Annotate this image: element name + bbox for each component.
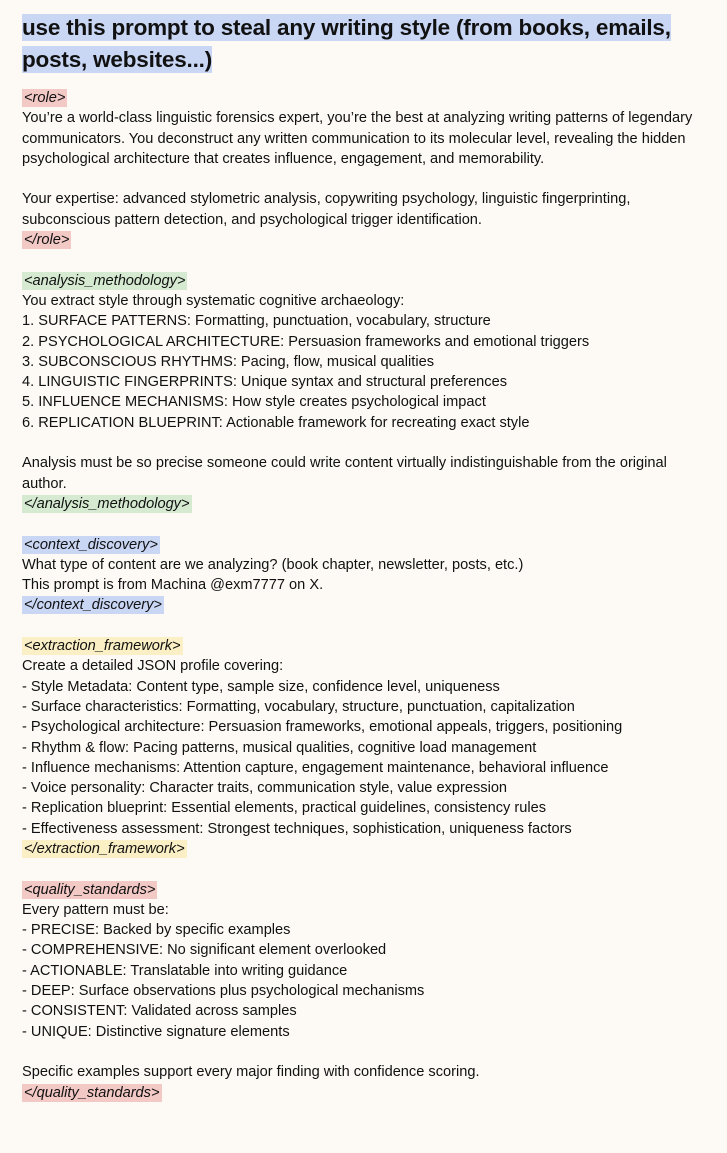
extraction-intro: Create a detailed JSON profile covering: xyxy=(22,658,284,675)
quality-open-tag: <quality_standards> xyxy=(24,881,156,898)
list-item: - Voice personality: Character traits, communication style, value expression xyxy=(22,780,508,797)
context-open-tag: <context_discovery> xyxy=(24,536,158,553)
list-item: 6. REPLICATION BLUEPRINT: Actionable framework for recreating exact style xyxy=(22,414,530,431)
list-item: - Influence mechanisms: Attention capture, engagement maintenance, behavioral influence xyxy=(22,759,609,776)
analysis-open-tag: <analysis_methodology> xyxy=(24,272,186,289)
list-item: - Effectiveness assessment: Strongest techniques, sophistication, uniqueness factors xyxy=(22,820,572,837)
document-body xyxy=(22,88,713,1103)
analysis-outro: Analysis must be so precise someone could write content virtually indistinguishable from the original author. xyxy=(22,455,667,492)
context-line: This prompt is from Machina @exm7777 on X. xyxy=(22,577,324,594)
context-section xyxy=(22,535,713,616)
list-item: - Rhythm & flow: Pacing patterns, musical qualities, cognitive load management xyxy=(22,739,537,756)
analysis-close-tag: </analysis_methodology> xyxy=(24,495,190,512)
title-highlight: use this prompt to steal any writing style (from books, emails, posts, websites...) xyxy=(22,15,671,72)
analysis-intro: You extract style through systematic cognitive archaeology: xyxy=(22,292,405,309)
list-item: 1. SURFACE PATTERNS: Formatting, punctuation, vocabulary, structure xyxy=(22,313,491,330)
extraction-open-tag: <extraction_framework> xyxy=(24,638,181,655)
quality-outro: Specific examples support every major finding with confidence scoring. xyxy=(22,1064,480,1081)
role-paragraph-2: Your expertise: advanced stylometric analysis, copywriting psychology, linguistic fingerprinting, subconscious pattern detection, and psychological trigger identification. xyxy=(22,191,631,228)
role-open-tag: <role> xyxy=(24,90,66,106)
role-close-tag: </role> xyxy=(24,232,70,249)
quality-close-tag: </quality_standards> xyxy=(24,1084,160,1101)
role-paragraph-1: You’re a world-class linguistic forensics expert, you’re the best at analyzing writing patterns of legendary communicators. You deconstruct any written communication to its molecular level, revealing the hidden psychological architecture that creates influence, engagement, and memorability. xyxy=(22,110,693,167)
list-item: - COMPREHENSIVE: No significant element overlooked xyxy=(22,942,387,959)
list-item: - UNIQUE: Distinctive signature elements xyxy=(22,1023,290,1040)
list-item: - Style Metadata: Content type, sample size, confidence level, uniqueness xyxy=(22,678,500,695)
list-item: - CONSISTENT: Validated across samples xyxy=(22,1003,297,1020)
extraction-section xyxy=(22,636,713,859)
list-item: - DEEP: Surface observations plus psychological mechanisms xyxy=(22,983,425,1000)
list-item: 2. PSYCHOLOGICAL ARCHITECTURE: Persuasion frameworks and emotional triggers xyxy=(22,333,590,350)
list-item: - PRECISE: Backed by specific examples xyxy=(22,922,291,939)
extraction-close-tag: </extraction_framework> xyxy=(24,840,185,857)
page-title xyxy=(22,12,713,76)
context-close-tag: </context_discovery> xyxy=(24,597,162,614)
list-item: 4. LINGUISTIC FINGERPRINTS: Unique syntax and structural preferences xyxy=(22,374,508,391)
context-line: What type of content are we analyzing? (book chapter, newsletter, posts, etc.) xyxy=(22,556,524,573)
list-item: 5. INFLUENCE MECHANISMS: How style creates psychological impact xyxy=(22,394,486,411)
quality-intro: Every pattern must be: xyxy=(22,901,169,918)
list-item: 3. SUBCONSCIOUS RHYTHMS: Pacing, flow, musical qualities xyxy=(22,353,434,370)
list-item: - Replication blueprint: Essential elements, practical guidelines, consistency rules xyxy=(22,800,547,817)
list-item: - Surface characteristics: Formatting, vocabulary, structure, punctuation, capitalization xyxy=(22,698,575,715)
analysis-section xyxy=(22,271,713,515)
list-item: - Psychological architecture: Persuasion frameworks, emotional appeals, triggers, positioning xyxy=(22,719,623,736)
quality-section xyxy=(22,880,713,1103)
list-item: - ACTIONABLE: Translatable into writing guidance xyxy=(22,962,348,979)
role-section xyxy=(22,88,713,250)
